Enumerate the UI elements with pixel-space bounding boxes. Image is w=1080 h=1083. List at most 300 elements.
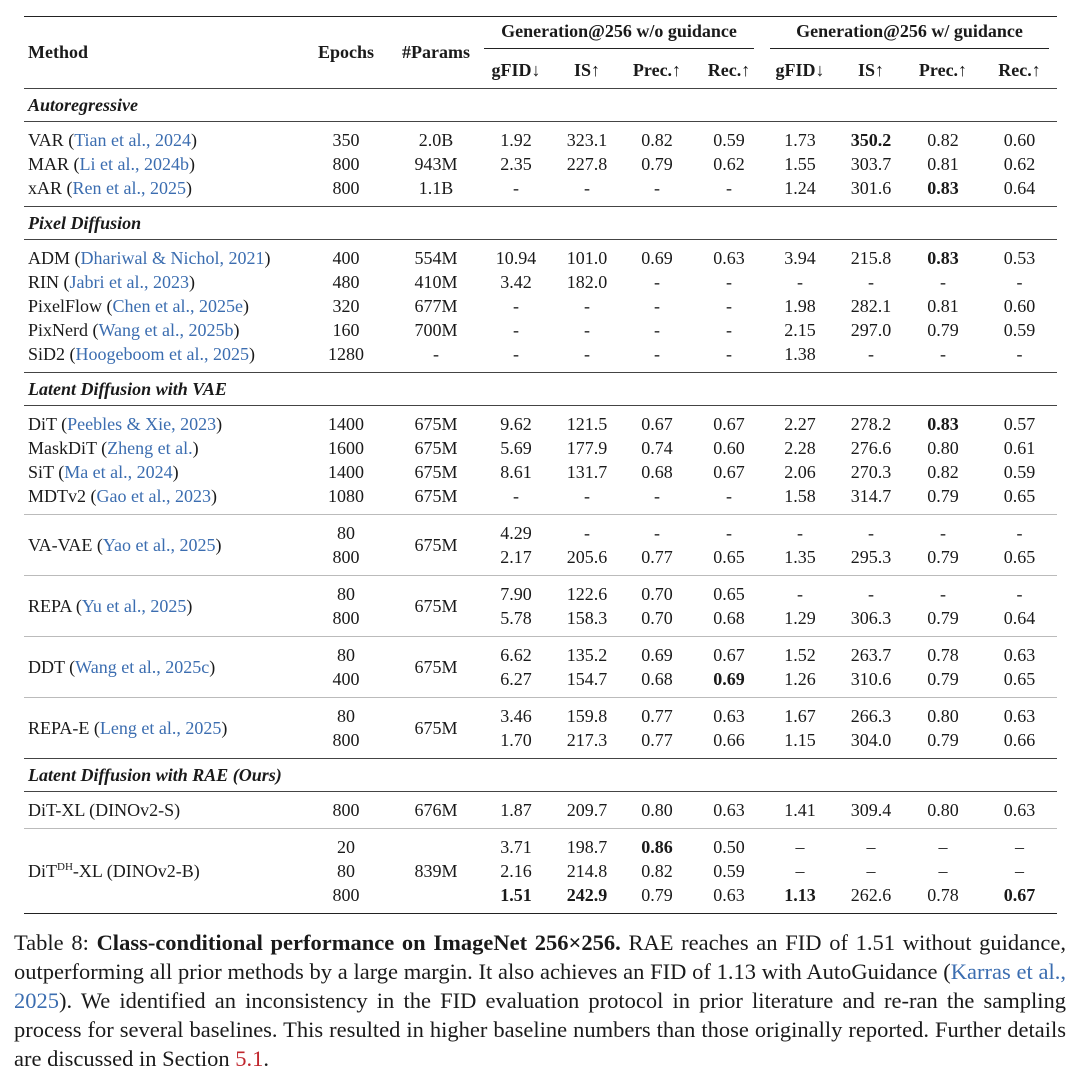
metric-cell: 0.59 bbox=[713, 130, 745, 150]
method-cell: xAR (Ren et al., 2025) bbox=[28, 178, 192, 198]
metric-cell: 3.71 bbox=[500, 837, 532, 857]
metric-cell: - bbox=[654, 320, 660, 340]
section-ref-link[interactable]: 5.1 bbox=[235, 1046, 264, 1071]
epochs-cell: 20 bbox=[337, 837, 355, 857]
epochs-cell: 1280 bbox=[328, 344, 364, 364]
epochs-cell: 1400 bbox=[328, 462, 364, 482]
method-name: DDT bbox=[28, 657, 65, 677]
caption-title: Class-conditional performance on ImageNet 256×256. bbox=[96, 930, 621, 955]
metric-cell: 0.57 bbox=[1003, 414, 1036, 434]
metric-cell: 0.82 bbox=[641, 130, 673, 150]
params-cell: 675M bbox=[414, 462, 458, 482]
metric-cell: - bbox=[513, 178, 519, 198]
params-cell: 700M bbox=[414, 320, 458, 340]
metric-cell: - bbox=[940, 344, 946, 364]
params-cell: 675M bbox=[414, 486, 458, 506]
metric-cell: 314.7 bbox=[850, 486, 892, 506]
metric-cell: - bbox=[584, 486, 590, 506]
metric-cell: 1.98 bbox=[784, 296, 816, 316]
metric-cell: 0.59 bbox=[713, 861, 745, 881]
metric-cell: 1.51 bbox=[500, 885, 532, 905]
metric-cell: 0.59 bbox=[1003, 320, 1036, 340]
metric-cell: - bbox=[584, 523, 590, 543]
metric-cell: 214.8 bbox=[566, 861, 608, 881]
metric-cell: 205.6 bbox=[566, 547, 608, 567]
metric-cell: 3.94 bbox=[784, 248, 816, 268]
metric-cell: - bbox=[868, 344, 874, 364]
metric-cell: - bbox=[726, 486, 732, 506]
epochs-cell: 80 bbox=[337, 523, 355, 543]
metric-cell: 0.67 bbox=[641, 414, 673, 434]
table-row bbox=[24, 521, 1057, 545]
metric-cell: - bbox=[1016, 523, 1023, 543]
header-method: Method bbox=[24, 17, 296, 89]
table-row-group bbox=[24, 637, 1057, 698]
metric-cell: 276.6 bbox=[850, 438, 892, 458]
metric-cell: - bbox=[584, 320, 590, 340]
metric-cell: 0.63 bbox=[1003, 706, 1036, 726]
metric-cell: 0.63 bbox=[713, 885, 745, 905]
header-row bbox=[24, 17, 1057, 53]
method-cell: SiT (Ma et al., 2024) bbox=[28, 462, 179, 482]
params-cell: 675M bbox=[414, 596, 458, 616]
metric-cell: - bbox=[940, 272, 946, 292]
method-cell: MaskDiT (Zheng et al.) bbox=[28, 438, 199, 458]
method-name: RIN bbox=[28, 272, 59, 292]
metric-cell: 2.06 bbox=[784, 462, 816, 482]
params-cell: 839M bbox=[414, 861, 458, 881]
metric-cell: 0.53 bbox=[1003, 248, 1036, 268]
citation-link[interactable]: Yu et al., 2025 bbox=[81, 596, 187, 616]
metric-cell: - bbox=[726, 320, 732, 340]
metric-cell: – bbox=[795, 837, 805, 857]
metric-cell: - bbox=[654, 344, 660, 364]
method-cell: DiT (Peebles & Xie, 2023) bbox=[28, 414, 223, 434]
params-cell: 675M bbox=[414, 438, 458, 458]
params-cell: 675M bbox=[414, 535, 458, 555]
metric-cell: - bbox=[868, 523, 874, 543]
metric-cell: 0.65 bbox=[713, 584, 745, 604]
metric-cell: 306.3 bbox=[850, 608, 892, 628]
method-cell: PixelFlow (Chen et al., 2025e) bbox=[28, 296, 249, 316]
metric-cell: 0.68 bbox=[641, 462, 673, 482]
metric-cell: 0.77 bbox=[641, 547, 673, 567]
metric-cell: 0.70 bbox=[641, 608, 673, 628]
citation-link[interactable]: Peebles & Xie, 2023 bbox=[67, 414, 217, 434]
metric-cell: 0.80 bbox=[927, 438, 959, 458]
epochs-cell: 400 bbox=[332, 248, 360, 268]
table-row bbox=[24, 246, 1057, 270]
metric-cell: 4.29 bbox=[500, 523, 532, 543]
citation-link[interactable]: Wang et al., 2025c bbox=[75, 657, 210, 677]
epochs-cell: 80 bbox=[337, 584, 355, 604]
metric-cell: - bbox=[513, 296, 519, 316]
table-row-group bbox=[24, 829, 1057, 914]
metric-cell: – bbox=[1015, 861, 1024, 881]
metric-cell: 177.9 bbox=[566, 438, 608, 458]
metric-cell: 1.13 bbox=[784, 885, 816, 905]
metric-cell: 0.78 bbox=[927, 885, 959, 905]
metric-cell: 0.70 bbox=[641, 584, 673, 604]
epochs-cell: 800 bbox=[332, 547, 360, 567]
epochs-cell: 800 bbox=[332, 800, 360, 820]
metric-cell: 303.7 bbox=[850, 154, 892, 174]
metric-cell: 1.41 bbox=[784, 800, 816, 820]
metric-cell: – bbox=[938, 837, 948, 857]
metric-cell: 1.87 bbox=[500, 800, 532, 820]
metric-cell: 350.2 bbox=[850, 130, 892, 150]
table-row bbox=[24, 412, 1057, 436]
metric-cell: 301.6 bbox=[850, 178, 892, 198]
metric-cell: - bbox=[940, 584, 946, 604]
metric-cell: - bbox=[654, 486, 660, 506]
table-row bbox=[24, 704, 1057, 728]
metric-cell: 278.2 bbox=[850, 414, 892, 434]
metric-cell: 0.79 bbox=[927, 669, 959, 689]
epochs-cell: 1600 bbox=[328, 438, 364, 458]
metric-cell: 0.81 bbox=[927, 296, 959, 316]
metric-cell: 0.79 bbox=[927, 320, 959, 340]
metric-cell: 0.81 bbox=[927, 154, 959, 174]
method-cell: DDT (Wang et al., 2025c) bbox=[28, 657, 216, 677]
metric-cell: 309.4 bbox=[850, 800, 892, 820]
method-name: VA-VAE bbox=[28, 535, 93, 555]
citation-link[interactable]: Wang et al., 2025b bbox=[98, 320, 234, 340]
table-row-group bbox=[24, 576, 1057, 637]
metric-cell: 304.0 bbox=[850, 730, 892, 750]
metric-cell: - bbox=[797, 272, 803, 292]
table-row bbox=[24, 342, 1057, 366]
metric-cell: 0.79 bbox=[641, 154, 673, 174]
method-name: DiT bbox=[28, 414, 57, 434]
metric-cell: 217.3 bbox=[566, 730, 608, 750]
metric-cell: – bbox=[866, 837, 876, 857]
metric-cell: 0.67 bbox=[713, 414, 745, 434]
section-header: Latent Diffusion with VAE bbox=[24, 373, 1057, 406]
metric-cell: - bbox=[726, 178, 732, 198]
table-row bbox=[24, 294, 1057, 318]
header-group-with-guidance: Generation@256 w/ guidance bbox=[762, 17, 1057, 53]
method-cell: REPA (Yu et al., 2025) bbox=[28, 596, 193, 616]
metric-cell: 0.83 bbox=[927, 178, 959, 198]
method-cell: VAR (Tian et al., 2024) bbox=[28, 130, 198, 150]
metric-cell: 0.67 bbox=[713, 462, 745, 482]
table-row bbox=[24, 318, 1057, 342]
metric-cell: 297.0 bbox=[850, 320, 892, 340]
epochs-cell: 800 bbox=[332, 730, 360, 750]
citation-link[interactable]: Hoogeboom et al., 2025 bbox=[75, 344, 249, 364]
table-row bbox=[24, 643, 1057, 667]
metric-cell: 1.52 bbox=[784, 645, 816, 665]
citation-link[interactable]: Zheng et al. bbox=[107, 438, 193, 458]
metric-cell: 242.9 bbox=[566, 885, 608, 905]
metric-cell: 0.65 bbox=[1003, 669, 1036, 689]
metric-cell: 227.8 bbox=[566, 154, 608, 174]
method-cell bbox=[24, 798, 296, 822]
metric-cell: 0.80 bbox=[927, 800, 959, 820]
metric-cell: - bbox=[513, 320, 519, 340]
metric-cell: - bbox=[797, 584, 803, 604]
metric-cell: 2.17 bbox=[500, 547, 532, 567]
metric-cell: 0.79 bbox=[927, 486, 959, 506]
metric-cell: 0.65 bbox=[713, 547, 745, 567]
metric-cell: 0.83 bbox=[927, 248, 959, 268]
table-row bbox=[24, 460, 1057, 484]
metric-cell: 1.67 bbox=[784, 706, 816, 726]
metric-cell: - bbox=[797, 523, 803, 543]
metric-cell: 282.1 bbox=[850, 296, 892, 316]
method-name: VAR bbox=[28, 130, 64, 150]
header-metric: IS↑ bbox=[573, 59, 600, 80]
metric-cell: 0.79 bbox=[927, 730, 959, 750]
table-row bbox=[24, 436, 1057, 460]
metric-cell: 0.65 bbox=[1003, 547, 1036, 567]
metric-cell: 7.90 bbox=[500, 584, 532, 604]
metric-cell: 1.70 bbox=[500, 730, 532, 750]
table-row bbox=[24, 152, 1057, 176]
citation-link[interactable]: Dhariwal & Nichol, 2021 bbox=[80, 248, 265, 268]
metric-cell: – bbox=[866, 861, 876, 881]
section-header: Pixel Diffusion bbox=[24, 207, 1057, 240]
metric-cell: 0.63 bbox=[1003, 645, 1036, 665]
table-row-group bbox=[24, 515, 1057, 576]
citation-link[interactable]: Li et al., 2024b bbox=[79, 154, 189, 174]
method-cell: VA-VAE (Yao et al., 2025) bbox=[28, 535, 222, 555]
metric-cell: 1.29 bbox=[784, 608, 816, 628]
metric-cell: 9.62 bbox=[500, 414, 532, 434]
method-name: ADM bbox=[28, 248, 71, 268]
metric-cell: 0.63 bbox=[713, 800, 745, 820]
method-cell: REPA-E (Leng et al., 2025) bbox=[28, 718, 228, 738]
metric-cell: 270.3 bbox=[850, 462, 892, 482]
metric-cell: - bbox=[513, 486, 519, 506]
citation-link[interactable]: Chen et al., 2025e bbox=[112, 296, 243, 316]
metric-cell: 310.6 bbox=[850, 669, 892, 689]
metric-cell: 0.86 bbox=[641, 837, 673, 857]
metric-cell: 0.59 bbox=[1003, 462, 1036, 482]
metric-cell: 295.3 bbox=[850, 547, 892, 567]
epochs-cell: 160 bbox=[332, 320, 360, 340]
metric-cell: 0.74 bbox=[641, 438, 673, 458]
metric-cell: 0.66 bbox=[713, 730, 745, 750]
metric-cell: - bbox=[1016, 272, 1023, 292]
header-metric: gFID↓ bbox=[775, 59, 825, 80]
metric-cell: 2.28 bbox=[784, 438, 816, 458]
metric-cell: 2.35 bbox=[500, 154, 532, 174]
metric-cell: - bbox=[726, 344, 732, 364]
metric-cell: 209.7 bbox=[566, 800, 608, 820]
method-cell: SiD2 (Hoogeboom et al., 2025) bbox=[28, 344, 255, 364]
metric-cell: 0.63 bbox=[713, 706, 745, 726]
caption-text: ). We identified an inconsistency in the FID evaluation protocol in prior literature and re-ran the sampling process for several baselines. This resulted in higher baseline numbers than those originally reported. Further details are discussed in Section bbox=[14, 988, 1066, 1071]
method-name: REPA bbox=[28, 596, 72, 616]
metric-cell: 0.63 bbox=[1003, 800, 1036, 820]
metric-cell: 0.67 bbox=[713, 645, 745, 665]
metric-cell: 266.3 bbox=[850, 706, 892, 726]
citation-link[interactable]: Ren et al., 2025 bbox=[72, 178, 186, 198]
metric-cell: 182.0 bbox=[566, 272, 608, 292]
params-cell: 943M bbox=[414, 154, 458, 174]
citation-link[interactable]: Ma et al., 2024 bbox=[64, 462, 173, 482]
header-metric: IS↑ bbox=[857, 59, 884, 80]
table-caption: Table 8: Class-conditional performance on ImageNet 256×256. RAE reaches an FID of 1.51 without guidance, outperforming all prior methods by a large margin. It also achieves an FID of 1.13 with AutoGuidance (Karras et al., 2025). We identified an inconsistency in the FID evaluation protocol in prior literature and re-ran the sampling process for several baselines. This resulted in higher baseline numbers than those originally reported. Further details are discussed in Section 5.1. bbox=[14, 930, 1066, 1071]
metric-cell: 0.82 bbox=[927, 130, 959, 150]
metric-cell: - bbox=[584, 344, 590, 364]
header-metric: Rec.↑ bbox=[998, 59, 1041, 80]
epochs-cell: 1080 bbox=[328, 486, 364, 506]
metric-cell: 1.92 bbox=[500, 130, 532, 150]
metric-cell: - bbox=[584, 178, 590, 198]
metric-cell: 0.63 bbox=[713, 248, 745, 268]
metric-cell: 0.60 bbox=[713, 438, 745, 458]
params-cell: 1.1B bbox=[418, 178, 454, 198]
metric-cell: 0.79 bbox=[641, 885, 673, 905]
metric-cell: 0.69 bbox=[713, 669, 745, 689]
citation-link[interactable]: Leng et al., 2025 bbox=[99, 718, 222, 738]
params-cell: 677M bbox=[414, 296, 458, 316]
metric-cell: - bbox=[726, 296, 732, 316]
table-row-group bbox=[24, 698, 1057, 759]
method-name: DiT-XL (DINOv2-S) bbox=[28, 800, 181, 820]
header-params: #Params bbox=[396, 17, 476, 89]
metric-cell: 198.7 bbox=[566, 837, 608, 857]
epochs-cell: 80 bbox=[337, 706, 355, 726]
metric-cell: 0.79 bbox=[927, 608, 959, 628]
method-name: REPA-E bbox=[28, 718, 90, 738]
method-name: xAR bbox=[28, 178, 63, 198]
params-cell: 675M bbox=[414, 718, 458, 738]
params-cell: 675M bbox=[414, 657, 458, 677]
metric-cell: 263.7 bbox=[850, 645, 892, 665]
metric-cell: 1.38 bbox=[784, 344, 816, 364]
metric-cell: - bbox=[940, 523, 946, 543]
method-cell: MDTv2 (Gao et al., 2023) bbox=[28, 486, 217, 506]
metric-cell: 0.67 bbox=[1003, 885, 1036, 905]
metric-cell: 3.46 bbox=[500, 706, 532, 726]
metric-cell: 0.82 bbox=[927, 462, 959, 482]
metric-cell: 0.79 bbox=[927, 547, 959, 567]
metric-cell: 0.80 bbox=[927, 706, 959, 726]
metric-cell: - bbox=[654, 272, 660, 292]
metric-cell: 1.58 bbox=[784, 486, 816, 506]
metric-cell: - bbox=[654, 523, 660, 543]
method-cell: ADM (Dhariwal & Nichol, 2021) bbox=[28, 248, 271, 268]
metric-cell: 0.60 bbox=[1003, 130, 1036, 150]
method-cell: DiT$^{DH}$-XL (DINOv2-B) bbox=[28, 861, 200, 881]
metric-cell: 0.66 bbox=[1003, 730, 1036, 750]
params-cell: 554M bbox=[414, 248, 458, 268]
metric-cell: 0.65 bbox=[1003, 486, 1036, 506]
metric-cell: 8.61 bbox=[500, 462, 532, 482]
metric-cell: 5.78 bbox=[500, 608, 532, 628]
citation-link[interactable]: Karras et al., 2025 bbox=[14, 959, 1066, 1013]
table-row bbox=[24, 835, 1057, 859]
epochs-cell: 1400 bbox=[328, 414, 364, 434]
metric-cell: 1.15 bbox=[784, 730, 816, 750]
metric-cell: - bbox=[1016, 344, 1023, 364]
metric-cell: 0.77 bbox=[641, 730, 673, 750]
metric-cell: 0.78 bbox=[927, 645, 959, 665]
metric-cell: - bbox=[654, 178, 660, 198]
epochs-cell: 480 bbox=[332, 272, 360, 292]
metric-cell: 0.64 bbox=[1003, 178, 1036, 198]
metric-cell: 262.6 bbox=[850, 885, 892, 905]
metric-cell: 0.77 bbox=[641, 706, 673, 726]
table-row bbox=[24, 176, 1057, 200]
table-row bbox=[24, 798, 1057, 822]
metric-cell: 6.27 bbox=[500, 669, 532, 689]
metric-cell: 215.8 bbox=[850, 248, 892, 268]
table-row bbox=[24, 484, 1057, 508]
epochs-cell: 800 bbox=[332, 178, 360, 198]
method-name: MDTv2 bbox=[28, 486, 86, 506]
metric-cell: 6.62 bbox=[500, 645, 532, 665]
header-epochs: Epochs bbox=[296, 17, 396, 89]
metric-cell: 1.35 bbox=[784, 547, 816, 567]
method-name: SiT bbox=[28, 462, 54, 482]
metric-cell: 135.2 bbox=[566, 645, 608, 665]
header-metric: Prec.↑ bbox=[918, 59, 968, 80]
method-name: SiD2 bbox=[28, 344, 66, 364]
method-cell: MAR (Li et al., 2024b) bbox=[28, 154, 195, 174]
metric-cell: - bbox=[726, 272, 732, 292]
metric-cell: 2.27 bbox=[784, 414, 816, 434]
metric-cell: 5.69 bbox=[500, 438, 532, 458]
metric-cell: 0.62 bbox=[1003, 154, 1036, 174]
metric-cell: 121.5 bbox=[566, 414, 608, 434]
citation-link[interactable]: Yao et al., 2025 bbox=[102, 535, 216, 555]
metric-cell: 2.16 bbox=[500, 861, 532, 881]
metric-cell: – bbox=[1015, 837, 1024, 857]
table-row bbox=[24, 582, 1057, 606]
metric-cell: 154.7 bbox=[566, 669, 608, 689]
params-cell: 410M bbox=[414, 272, 458, 292]
params-cell: 676M bbox=[414, 800, 458, 820]
epochs-cell: 320 bbox=[332, 296, 360, 316]
params-cell: 2.0B bbox=[418, 130, 454, 150]
params-cell: - bbox=[433, 344, 439, 364]
header-metric: gFID↓ bbox=[491, 59, 541, 80]
header-metric: Rec.↑ bbox=[707, 59, 751, 80]
method-name: PixelFlow bbox=[28, 296, 103, 316]
metric-cell: 101.0 bbox=[566, 248, 608, 268]
citation-link[interactable]: Jabri et al., 2023 bbox=[69, 272, 189, 292]
metric-cell: – bbox=[938, 861, 948, 881]
metric-cell: 10.94 bbox=[495, 248, 537, 268]
metric-cell: 0.82 bbox=[641, 861, 673, 881]
metric-cell: 2.15 bbox=[784, 320, 816, 340]
metric-cell: - bbox=[1016, 584, 1023, 604]
metric-cell: 0.83 bbox=[927, 414, 959, 434]
method-cell: RIN (Jabri et al., 2023) bbox=[28, 272, 195, 292]
metric-cell: 1.26 bbox=[784, 669, 816, 689]
header-group-without-guidance: Generation@256 w/o guidance bbox=[476, 17, 762, 53]
table-row bbox=[24, 270, 1057, 294]
citation-link[interactable]: Gao et al., 2023 bbox=[96, 486, 211, 506]
metric-cell: - bbox=[726, 523, 732, 543]
metric-cell: 0.62 bbox=[713, 154, 745, 174]
section-header: Latent Diffusion with RAE (Ours) bbox=[24, 759, 1057, 792]
metric-cell: 0.64 bbox=[1003, 608, 1036, 628]
metric-cell: 1.73 bbox=[784, 130, 816, 150]
metric-cell: 159.8 bbox=[566, 706, 608, 726]
metric-cell: 0.69 bbox=[641, 645, 673, 665]
header-metric: Prec.↑ bbox=[632, 59, 682, 80]
method-name: MAR bbox=[28, 154, 70, 174]
params-cell: 675M bbox=[414, 414, 458, 434]
citation-link[interactable]: Tian et al., 2024 bbox=[74, 130, 192, 150]
metric-cell: 3.42 bbox=[500, 272, 532, 292]
